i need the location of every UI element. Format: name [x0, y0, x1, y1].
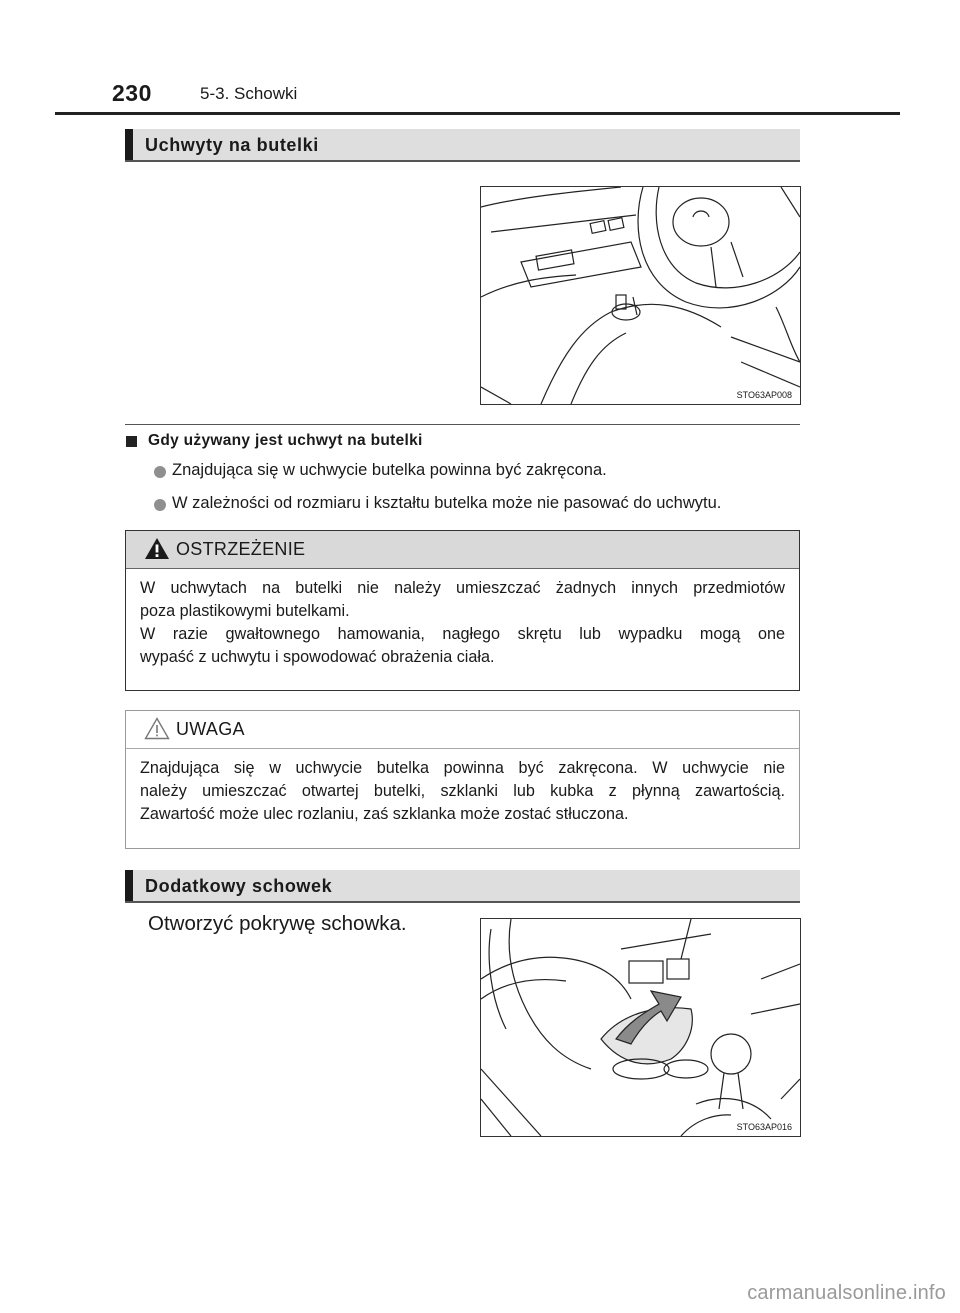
- warning-box: [125, 530, 800, 691]
- notice-title: UWAGA: [176, 719, 245, 739]
- section-title-bar: [125, 870, 800, 903]
- section-marker: [125, 129, 133, 160]
- warning-line: W razie gwałtownego hamowania, nagłego skrętu lub wypadku mogą one: [140, 625, 785, 643]
- warning-line: W uchwytach na butelki nie należy umieszczać żadnych innych przedmiotów: [140, 579, 785, 597]
- figure-code: STO63AP016: [736, 1122, 792, 1132]
- instruction-text: Otworzyć pokrywę schowka.: [148, 912, 407, 935]
- dashboard-illustration: [481, 187, 800, 404]
- running-header: 5-3. Schowki: [200, 84, 298, 103]
- notice-box: [125, 710, 800, 849]
- caution-triangle-icon: [144, 717, 170, 740]
- warning-line: wypaść z uchwytu i spowodować obrażenia ciała.: [140, 648, 495, 666]
- notice-line: Zawartość może ulec rozlaniu, zaś szklanka może zostać stłuczona.: [140, 805, 629, 823]
- page-number: 230: [112, 80, 152, 106]
- warning-triangle-icon: [144, 537, 170, 560]
- header-rule: [55, 112, 900, 115]
- warning-line: poza plastikowymi butelkami.: [140, 602, 350, 620]
- bullet-text: Znajdująca się w uchwycie butelka powinna być zakręcona.: [172, 461, 607, 479]
- section-marker: [125, 870, 133, 901]
- warning-header: [126, 531, 799, 569]
- subsection-rule: [125, 424, 800, 425]
- section-title: Uchwyty na butelki: [145, 135, 319, 155]
- notice-text: [126, 749, 799, 826]
- warning-title: OSTRZEŻENIE: [176, 539, 306, 559]
- notice-header: [126, 711, 799, 749]
- notice-line: należy umieszczać otwartej butelki, szklanki lub kubka z płynną zawartością.: [140, 782, 785, 800]
- bullet-dot-icon: [154, 499, 166, 511]
- bullet-dot-icon: [154, 466, 166, 478]
- watermark: carmanualsonline.info: [747, 1282, 946, 1304]
- figure-code: STO63AP008: [736, 390, 792, 400]
- bullet-text: W zależności od rozmiaru i kształtu butelka może nie pasować do uchwytu.: [172, 494, 722, 512]
- subsection-heading: Gdy używany jest uchwyt na butelki: [148, 432, 423, 449]
- section-title-bar: [125, 129, 800, 162]
- figure-additional-storage: [480, 918, 801, 1137]
- console-illustration: [481, 919, 800, 1136]
- square-bullet-icon: [126, 436, 137, 447]
- section-title: Dodatkowy schowek: [145, 876, 333, 896]
- figure-bottle-holder: [480, 186, 801, 405]
- notice-line: Znajdująca się w uchwycie butelka powinna być zakręcona. W uchwycie nie: [140, 759, 785, 777]
- warning-text: [126, 569, 799, 669]
